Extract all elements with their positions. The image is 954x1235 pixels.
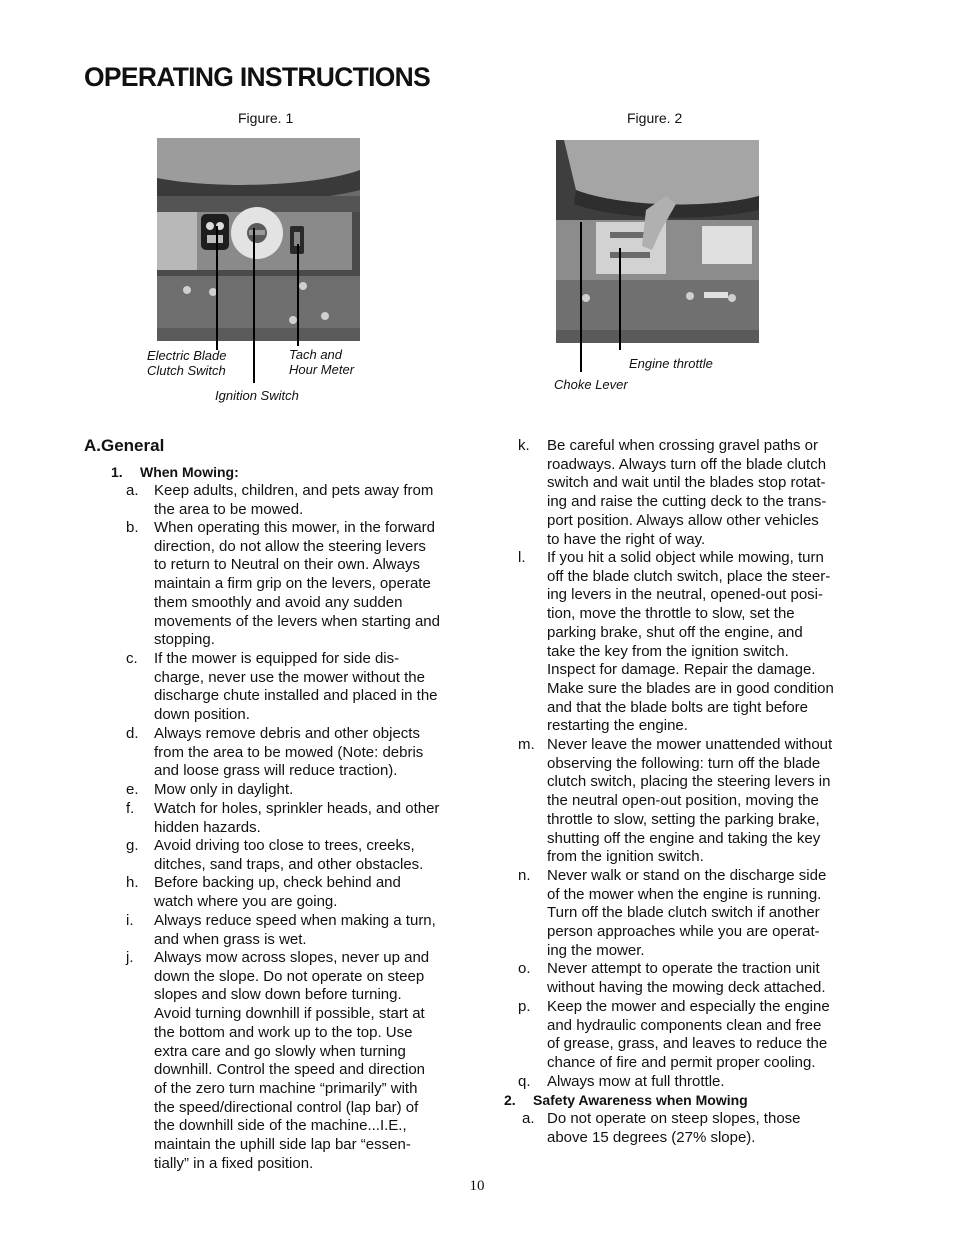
- tach-hour-meter-callout: [289, 347, 354, 377]
- text-line: tion, move the throttle to slow, set the: [547, 605, 795, 623]
- list-item-letter: c.: [126, 650, 138, 667]
- text-line: When operating this mower, in the forward: [154, 519, 435, 536]
- text-line: shutting off the engine and taking the key: [547, 829, 821, 847]
- subsection-title: When Mowing:: [140, 464, 239, 480]
- figure-1-caption: Figure. 1: [238, 110, 294, 126]
- text-line: Always reduce speed when making a turn,: [154, 912, 436, 929]
- text-line: Turn off the blade clutch switch if another: [547, 904, 820, 922]
- list-item-text: [547, 1073, 725, 1092]
- text-line: direction, do not allow the steering levers: [154, 537, 426, 555]
- text-line: discharge chute installed and placed in the: [154, 687, 438, 705]
- list-item-text: [154, 800, 439, 837]
- list-item-text: [547, 960, 826, 997]
- list-item-text: [154, 519, 440, 650]
- list-item: [126, 781, 456, 800]
- text-line: Never leave the mower unattended without: [547, 736, 833, 753]
- list-item-letter: k.: [518, 437, 530, 454]
- list-item: [126, 837, 456, 874]
- text-line: Before backing up, check behind and: [154, 874, 401, 891]
- list-item-letter: o.: [518, 960, 531, 977]
- text-line: restarting the engine.: [547, 717, 688, 735]
- list-item-text: [154, 781, 293, 800]
- text-line: without having the mowing deck attached.: [547, 978, 826, 996]
- text-line: off the blade clutch switch, place the steer-: [547, 567, 831, 585]
- list-item-text: [154, 650, 438, 725]
- text-line: to return to Neutral on their own. Always: [154, 556, 420, 574]
- text-line: Keep adults, children, and pets away from: [154, 482, 434, 499]
- text-line: switch and wait until the blades stop rotat-: [547, 474, 826, 492]
- list-item: [518, 1073, 848, 1092]
- text-line: above 15 degrees (27% slope).: [547, 1128, 756, 1146]
- text-line: Avoid turning downhill if possible, start at: [154, 1005, 425, 1023]
- list-item-text: [154, 949, 429, 1173]
- text-line: and loose grass will reduce traction).: [154, 762, 398, 780]
- text-line: take the key from the ignition switch.: [547, 642, 789, 660]
- text-line: charge, never use the mower without the: [154, 668, 425, 686]
- list-item-letter: q.: [518, 1073, 531, 1090]
- text-line: Avoid driving too close to trees, creeks,: [154, 837, 415, 854]
- list-item-text: [547, 437, 826, 549]
- leader-line: [253, 228, 255, 383]
- callout-line: Tach and: [289, 347, 343, 362]
- list-item-letter: a.: [126, 482, 139, 499]
- text-line: clutch switch, placing the steering levers in: [547, 773, 831, 791]
- text-line: slopes and slow down before turning.: [154, 986, 402, 1004]
- text-line: down the slope. Do not operate on steep: [154, 967, 425, 985]
- leader-line: [216, 226, 218, 350]
- text-line: movements of the levers when starting and: [154, 612, 440, 630]
- subsection-number: 2.: [504, 1092, 516, 1108]
- text-line: Mow only in daylight.: [154, 781, 294, 798]
- figure-1-photo: [157, 138, 360, 341]
- text-line: of grease, grass, and leaves to reduce the: [547, 1035, 828, 1053]
- list-item-letter: g.: [126, 837, 139, 854]
- text-line: parking brake, shut off the engine, and: [547, 623, 803, 641]
- text-line: Do not operate on steep slopes, those: [547, 1110, 801, 1127]
- list-item-text: [154, 482, 433, 519]
- list-item-letter: n.: [518, 867, 531, 884]
- engine-throttle-callout: Engine throttle: [629, 356, 713, 371]
- list-item-letter: m.: [518, 736, 535, 753]
- text-line: If you hit a solid object while mowing, turn: [547, 549, 824, 566]
- text-line: roadways. Always turn off the blade clutch: [547, 455, 827, 473]
- mower-throttle-choke-image: [556, 140, 759, 343]
- list-item: [518, 437, 848, 549]
- text-line: Always remove debris and other objects: [154, 725, 420, 742]
- list-item: [126, 519, 456, 650]
- text-line: of the mower when the engine is running.: [547, 885, 822, 903]
- leader-line: [297, 244, 299, 346]
- text-line: the neutral open-out position, moving the: [547, 792, 819, 810]
- text-line: Keep the mower and especially the engine: [547, 998, 830, 1015]
- callout-line: Clutch Switch: [147, 363, 226, 378]
- text-line: of the zero turn machine “primarily” with: [154, 1079, 418, 1097]
- text-line: ing the mower.: [547, 941, 645, 959]
- callout-line: Electric Blade: [147, 348, 227, 363]
- subsection-heading-when-mowing: [111, 464, 239, 480]
- list-item: [518, 960, 848, 997]
- list-item-letter: l.: [518, 549, 526, 566]
- list-item-text: [154, 837, 423, 874]
- text-line: watch where you are going.: [154, 892, 338, 910]
- figure-2-photo: [556, 140, 759, 343]
- text-line: downhill. Control the speed and direction: [154, 1061, 426, 1079]
- text-line: Inspect for damage. Repair the damage.: [547, 661, 816, 679]
- list-item-text: [547, 1110, 801, 1147]
- list-item-text: [547, 736, 832, 867]
- list-item-text: [547, 549, 834, 736]
- list-item: [126, 800, 456, 837]
- list-item-letter: j.: [126, 949, 134, 966]
- text-line: Never attempt to operate the traction unit: [547, 960, 820, 977]
- text-line: Watch for holes, sprinkler heads, and other: [154, 800, 440, 817]
- list-item-letter: d.: [126, 725, 139, 742]
- subsection-heading-safety-awareness: [504, 1092, 748, 1108]
- leader-line: [619, 248, 621, 350]
- text-line: to have the right of way.: [547, 530, 706, 548]
- text-line: Always mow at full throttle.: [547, 1073, 725, 1090]
- text-line: port position. Always allow other vehicles: [547, 511, 819, 529]
- text-line: Make sure the blades are in good condition: [547, 679, 834, 697]
- text-line: If the mower is equipped for side dis-: [154, 650, 400, 667]
- text-line: person approaches while you are operat-: [547, 923, 820, 941]
- callout-line: Hour Meter: [289, 362, 355, 377]
- text-line: the bottom and work up to the top. Use: [154, 1023, 413, 1041]
- list-item-text: [547, 998, 830, 1073]
- text-line: the area to be mowed.: [154, 500, 304, 518]
- text-line: down position.: [154, 706, 250, 724]
- list-item: [518, 998, 848, 1073]
- list-item-text: [154, 725, 423, 781]
- text-line: hidden hazards.: [154, 818, 261, 836]
- page-title: OPERATING INSTRUCTIONS: [84, 62, 431, 92]
- list-item: [126, 912, 456, 949]
- electric-blade-clutch-callout: [147, 348, 226, 378]
- figure-2-caption: Figure. 2: [627, 110, 683, 126]
- text-line: stopping.: [154, 631, 215, 649]
- text-line: Always mow across slopes, never up and: [154, 949, 430, 966]
- page-number: 10: [469, 1178, 485, 1194]
- list-item-letter: p.: [518, 998, 531, 1015]
- text-line: ing levers in the neutral, opened-out posi-: [547, 586, 824, 604]
- list-item: [522, 1110, 852, 1147]
- section-heading: A.General: [84, 436, 165, 455]
- list-item-letter: i.: [126, 912, 134, 929]
- list-item: [126, 949, 456, 1173]
- text-line: the downhill side of the machine...I.E.,: [154, 1117, 407, 1135]
- choke-lever-callout: Choke Lever: [554, 377, 628, 392]
- list-item-letter: f.: [126, 800, 135, 817]
- list-item: [126, 874, 456, 911]
- text-line: Never walk or stand on the discharge side: [547, 867, 827, 884]
- list-item-text: [154, 874, 401, 911]
- ignition-switch-callout: Ignition Switch: [215, 388, 299, 403]
- text-line: Be careful when crossing gravel paths or: [547, 437, 818, 454]
- text-line: throttle to slow, setting the parking brake,: [547, 810, 820, 828]
- list-item: [126, 725, 456, 781]
- list-item: [518, 867, 848, 961]
- text-line: and that the blade bolts are tight before: [547, 698, 809, 716]
- text-line: chance of fire and permit proper cooling.: [547, 1054, 816, 1072]
- subsection-number: 1.: [111, 464, 123, 480]
- text-line: maintain a firm grip on the levers, operate: [154, 575, 431, 593]
- text-line: the speed/directional control (lap bar) of: [154, 1098, 419, 1116]
- list-item-letter: h.: [126, 874, 139, 891]
- mower-control-panel-image: [157, 138, 360, 341]
- text-line: and hydraulic components clean and free: [547, 1016, 822, 1034]
- list-item-text: [547, 867, 826, 961]
- list-item-text: [154, 912, 436, 949]
- list-item: [518, 549, 848, 736]
- list-item-letter: b.: [126, 519, 139, 536]
- list-item-letter: a.: [522, 1110, 535, 1127]
- text-line: and when grass is wet.: [154, 930, 307, 948]
- text-line: from the area to be mowed (Note: debris: [154, 743, 424, 761]
- text-line: observing the following: turn off the blade: [547, 754, 821, 772]
- leader-line: [580, 222, 582, 372]
- text-line: them smoothly and avoid any sudden: [154, 593, 403, 611]
- text-line: maintain the uphill side lap bar “essen-: [154, 1136, 411, 1154]
- text-line: from the ignition switch.: [547, 848, 704, 866]
- list-item: [126, 482, 456, 519]
- text-line: ing and raise the cutting deck to the trans-: [547, 493, 827, 511]
- text-line: ditches, sand traps, and other obstacles.: [154, 855, 424, 873]
- subsection-title: Safety Awareness when Mowing: [533, 1092, 748, 1108]
- list-item-letter: e.: [126, 781, 139, 798]
- list-item: [126, 650, 456, 725]
- text-line: extra care and go slowly when turning: [154, 1042, 406, 1060]
- list-item: [518, 736, 848, 867]
- text-line: tially” in a fixed position.: [154, 1154, 314, 1172]
